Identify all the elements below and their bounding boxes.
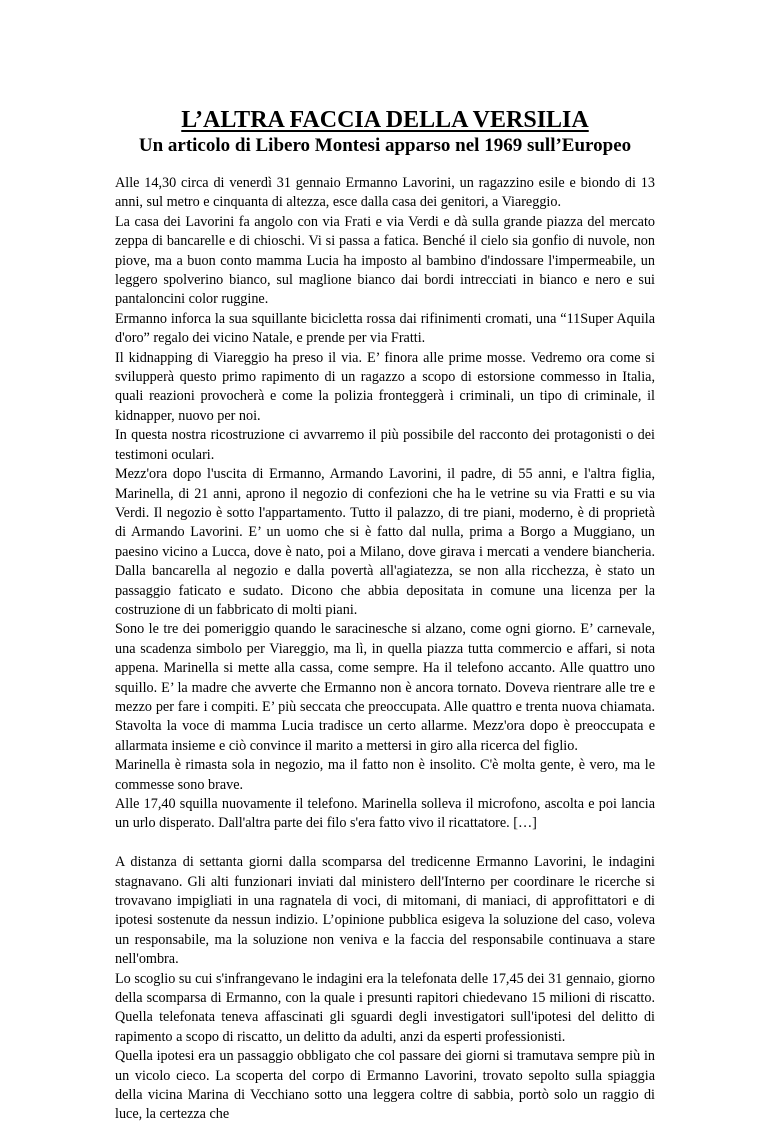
paragraph: Alle 14,30 circa di venerdì 31 gennaio Ermanno Lavorini, un ragazzino esile e biondo di 13 anni, sul metro e cinquanta di altezza, esce dalla casa dei genitori, a Viareggio. [115, 175, 655, 211]
section-gap [115, 834, 655, 853]
article-section-2 [115, 853, 655, 1125]
paragraph: Il kidnapping di Viareggio ha preso il via. E’ finora alle prime mosse. Vedremo ora come si svilupperà questo primo rapimento di un ragazzo a scopo di estorsione commesso in Italia, quali reazioni provocherà e come la polizia fronteggerà i criminali, un tipo di criminale, il kidnapper, nuovo per noi. [115, 349, 655, 424]
article-section-1 [115, 174, 655, 834]
document-title: L’ALTRA FACCIA DELLA VERSILIA [181, 107, 589, 133]
paragraph: In questa nostra ricostruzione ci avvarremo il più possibile del racconto dei protagonisti o dei testimoni oculari. [115, 427, 655, 463]
paragraph: Marinella è rimasta sola in negozio, ma il fatto non è insolito. C'è molta gente, è vero, ma le commesse sono brave. [115, 757, 655, 793]
document-subtitle: Un articolo di Libero Montesi apparso nel 1969 sull’Europeo [138, 135, 632, 156]
paragraph: Alle 17,40 squilla nuovamente il telefono. Marinella solleva il microfono, ascolta e poi lancia un urlo disperato. Dall'altra parte dei filo s'era fatto vivo il ricattatore. […] [115, 796, 655, 832]
paragraph: Lo scoglio su cui s'infrangevano le indagini era la telefonata delle 17,45 dei 31 gennaio, giorno della scomparsa di Ermanno, con la quale i presunti rapitori chiedevano 15 milioni di riscatto. Quella telefonata teneva affascinati gli sguardi degli investigatori sull'ipotesi del delitto di rapimento a scopo di riscatto, un delitto da adulti, anzi da esperti professionisti. [115, 970, 655, 1045]
paragraph: Ermanno inforca la sua squillante bicicletta rossa dai rifinimenti cromati, una “11Super Aquila d'oro” regalo dei vicino Natale, e prende per via Fratti. [115, 310, 655, 347]
paragraph: Mezz'ora dopo l'uscita di Ermanno, Armando Lavorini, il padre, di 55 anni, e l'altra figlia, Marinella, di 21 anni, aprono il negozio di confezioni che ha le vetrine su via Fratti e su via Verdi. Il negozio è sotto l'appartamento. Tutto il palazzo, di tre piani, moderno, è di proprietà di Armando Lavorini. E’ un uomo che si è fatto dal nulla, prima a Borgo a Muggiano, un paesino vicino a Lucca, dove è nato, poi a Milano, dove girava i mercati a vendere biancheria. Dalla bancarella al negozio e dalla povertà all'agiatezza, se non alla ricchezza, è stato un passaggio faticato e sudato. Dicono che abbia depositata in comune una licenza per la costruzione di un fabbricato di molti piani. [115, 466, 655, 618]
document-page [115, 106, 655, 1125]
paragraph: La casa dei Lavorini fa angolo con via Frati e via Verdi e dà sulla grande piazza del mercato zeppa di bancarelle e di chioschi. Vi si passa a fatica. Benché il cielo sia gonfio di nuvole, non piove, ma a buon conto mamma Lucia ha imposto al bambino d'indossare l'impermeabile, un leggero spolverino bianco, sul maglione bianco dai bordi intrecciati in bianco e nero e sui pantaloncini color ruggine. [115, 213, 655, 308]
paragraph: Quella ipotesi era un passaggio obbligato che col passare dei giorni si tramutava sempre più in un vicolo cieco. La scoperta del corpo di Ermanno Lavorini, trovato sepolto sulla spiaggia della vicina Marina di Vecchiano sotto una leggera coltre di sabbia, portò solo un raggio di luce, la certezza che [115, 1048, 655, 1123]
paragraph: Sono le tre dei pomeriggio quando le saracinesche si alzano, come ogni giorno. E’ carnevale, una scadenza simbolo per Viareggio, ma lì, in quella piazza tutta commercio e affari, si nota appena. Marinella si mette alla cassa, come sempre. Ha il telefono accanto. Alle quattro uno squillo. E’ la madre che avverte che Ermanno non è ancora tornato. Doveva rientrare alle tre e mezzo per fare i compiti. E’ più seccata che preoccupata. Alle quattro e trenta nuova chiamata. Stavolta la voce di mamma Lucia tradisce un certo allarme. Mezz'ora dopo è preoccupata e allarmata insieme e ciò convince il marito a mettersi in giro alla ricerca del figlio. [115, 621, 655, 754]
paragraph: A distanza di settanta giorni dalla scomparsa del tredicenne Ermanno Lavorini, le indagini stagnavano. Gli alti funzionari inviati dal ministero dell'Interno per coordinare le ricerche si trovavano impigliati in una ragnatela di voci, di mitomani, di maniaci, di approfittatori e di ipotesi sostenute da nessun indizio. L’opinione pubblica esigeva la soluzione del caso, voleva un responsabile, ma la soluzione non veniva e la faccia del responsabile continuava a stare nell'ombra. [115, 854, 655, 968]
